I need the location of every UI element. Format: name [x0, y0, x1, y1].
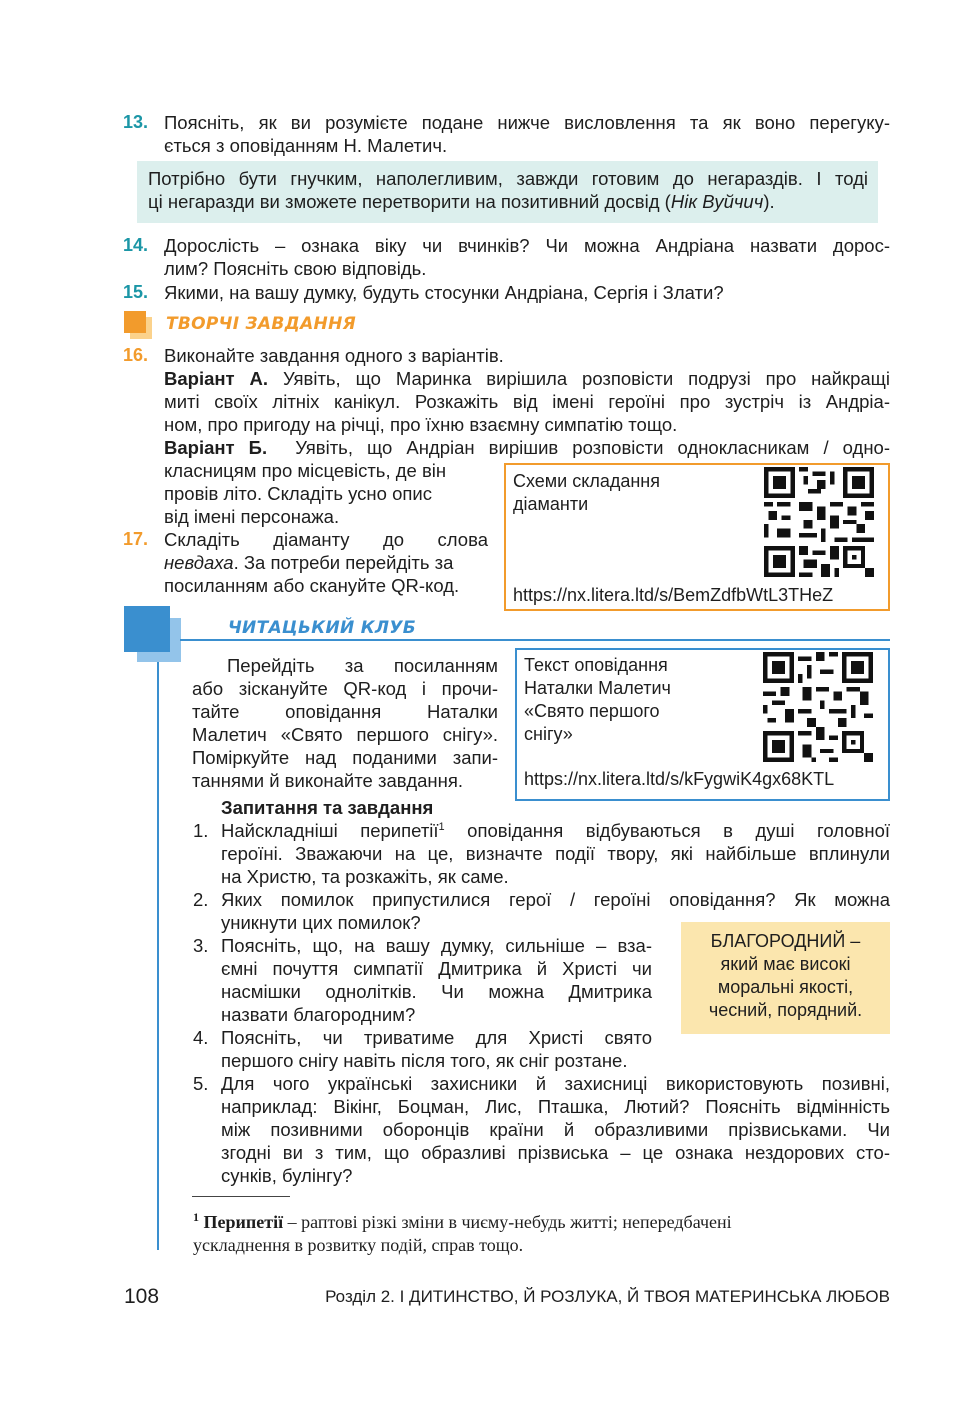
- text-line: Дорослість – ознака віку чи вчинків? Чи можна Андріана назвати дорос-: [164, 235, 890, 256]
- text-line: Поясніть, як ви розумієте подане нижче висловлення та як воно перегуку-: [164, 112, 890, 133]
- text-line: Перейдіть за посиланням: [227, 655, 498, 676]
- variant-a-label: Варіант А.: [164, 368, 269, 389]
- footnote-line: ускладнення в розвитку подій, справ тощо.: [193, 1235, 524, 1255]
- question-17-number: 17.: [123, 529, 149, 549]
- text-line: назвати благородним?: [221, 1004, 416, 1025]
- text-line: посиланням або скануйте QR-код.: [164, 575, 460, 596]
- qr-label-line: Наталки Малетич: [524, 678, 671, 698]
- footnote-text: – раптові різкі зміни в чиєму-небудь житті; непередбачені: [283, 1212, 732, 1232]
- definition-line: БЛАГОРОДНИЙ –: [710, 931, 861, 951]
- question-item-number: 5.: [193, 1073, 209, 1094]
- question-13-number: 13.: [123, 112, 149, 132]
- question-item-number: 3.: [193, 935, 209, 956]
- text-line: ном, про пригоду на річці, про їхню взаємну симпатію тощо.: [164, 414, 678, 435]
- variant-b-label: Варіант Б.: [164, 437, 268, 458]
- page-number: 108: [124, 1285, 160, 1308]
- text-line: згодні ви з тим, що образливі прізвиська – це ознака нездорових сто-: [221, 1142, 890, 1163]
- quote-author: Нік Вуйчич: [670, 191, 764, 212]
- target-word: невдаха: [164, 552, 234, 573]
- questions-title: Запитання та завдання: [221, 797, 434, 818]
- text-line: тайте оповідання Наталки: [192, 701, 498, 722]
- text-line: Виконайте завдання одного з варіантів.: [164, 345, 504, 366]
- club-intro-paragraph: [192, 654, 498, 792]
- text-line: між позивними оборонців країни й образливими прізвиськами. Чи: [221, 1119, 890, 1140]
- text-line: миті своїх літніх канікул. Розкажіть від імені героїні про зустріч із Андріа-: [164, 391, 890, 412]
- text-line: Малетич «Свято першого снігу».: [192, 724, 498, 745]
- quote-text: ).: [763, 191, 775, 212]
- footnote-rule: [192, 1196, 290, 1197]
- text-span: Уявіть, що Маринка вирішила розповісти подрузі про найкращі: [282, 368, 890, 389]
- qr-label: [513, 470, 660, 516]
- question-16-number: 16.: [123, 345, 149, 365]
- question-13-text: [164, 111, 890, 157]
- question-14-text: [164, 234, 890, 280]
- question-item: [221, 1072, 890, 1187]
- qr-label-line: «Свято першого: [524, 701, 660, 721]
- text-line: провів літо. Складіть усно опис: [164, 483, 432, 504]
- quote-box: [137, 161, 878, 223]
- text-line: [164, 551, 488, 574]
- text-line: [164, 436, 890, 459]
- definition-box: [681, 922, 890, 1034]
- text-line: першого снігу навіть після того, як сніг розтане.: [221, 1050, 628, 1071]
- footnote: [193, 1206, 890, 1257]
- quote-line: [148, 190, 868, 213]
- qr-label-line: снігу»: [524, 724, 573, 744]
- qr-code-icon[interactable]: [763, 652, 873, 762]
- qr-label-line: Схеми складання: [513, 471, 660, 491]
- text-line: Для чого українські захисники й захисниці використовують позивні,: [221, 1073, 890, 1094]
- footnote-ref[interactable]: 1: [438, 820, 445, 833]
- qr-label-line: діаманти: [513, 494, 589, 514]
- question-16-text: [164, 344, 890, 459]
- club-marker: [124, 606, 170, 652]
- club-section-title: ЧИТАЦЬКИЙ КЛУБ: [228, 618, 416, 638]
- creative-section-marker: [124, 311, 146, 333]
- text-line: Поясніть, що, на вашу думку, сильніше – вза-: [221, 935, 652, 956]
- question-17-text: [164, 528, 488, 597]
- question-item: [221, 819, 890, 888]
- text-line: таннями й виконайте завдання.: [192, 770, 464, 791]
- section-running-title: Розділ 2. І ДИТИНСТВО, Й РОЗЛУКА, Й ТВОЯ МАТЕРИНСЬКА ЛЮБОВ: [325, 1287, 890, 1306]
- text-span: Найскладніші перипетії: [221, 820, 439, 841]
- qr-url-link[interactable]: https://nx.litera.ltd/s/BemZdfbWtL3THeZ: [513, 585, 834, 605]
- club-header-rule: [180, 639, 890, 641]
- quote-line: Потрібно бути гнучким, наполегливим, завжди готовим до негараздів. І тоді: [148, 168, 868, 189]
- footnote-term: Перипетії: [203, 1212, 284, 1232]
- definition-line: який має високі: [720, 954, 851, 974]
- question-16-continued: [164, 459, 488, 528]
- text-span: Уявіть, що Андріан вирішив розповісти однокласникам / одно-: [295, 437, 890, 458]
- qr-url-link[interactable]: https://nx.litera.ltd/s/kFygwiK4gx68KTL: [524, 769, 835, 789]
- footnote-line: [193, 1206, 890, 1234]
- text-line: наприклад: Вікінг, Боцман, Лис, Пташка, Лютий? Поясніть відмінність: [221, 1096, 890, 1117]
- club-left-rule: [157, 662, 159, 1250]
- question-15-number: 15.: [123, 282, 149, 302]
- qr-box-diamanta[interactable]: [504, 463, 890, 611]
- question-item-number: 2.: [193, 889, 209, 910]
- text-line: лим? Поясніть свою відповідь.: [164, 258, 427, 279]
- quote-text: ці негаразди ви зможете перетворити на позитивний досвід (: [148, 191, 671, 212]
- qr-code-icon[interactable]: [764, 467, 874, 577]
- text-line: героїні. Зважаючи на це, визначте події твору, які найбільше вплинули: [221, 843, 890, 864]
- definition-line: чесний, порядний.: [708, 1000, 863, 1020]
- text-line: ємні почуття симпатії Дмитрика й Христі чи: [221, 958, 652, 979]
- qr-label-line: Текст оповідання: [524, 655, 668, 675]
- text-line: насмішки однолітків. Чи можна Дмитрика: [221, 981, 652, 1002]
- text-span: . За потреби перейдіть за: [233, 552, 454, 573]
- text-line: Поміркуйте над поданими запи-: [192, 747, 498, 768]
- text-line: [221, 819, 890, 842]
- question-item: [221, 934, 652, 1026]
- footnote-number: 1: [193, 1210, 199, 1224]
- qr-label: [524, 654, 671, 746]
- text-line: ється з оповіданням Н. Малетич.: [164, 135, 448, 156]
- text-line: уникнути цих помилок?: [221, 912, 421, 933]
- question-item-number: 4.: [193, 1027, 209, 1048]
- text-line: на Христю, та розкажіть, як саме.: [221, 866, 509, 887]
- qr-box-story-text[interactable]: [515, 648, 890, 801]
- creative-section-title: ТВОРЧІ ЗАВДАННЯ: [166, 314, 356, 334]
- text-line: Яких помилок припустилися герої / героїні оповідання? Як можна: [221, 889, 890, 910]
- text-line: або зіскануйте QR-код і прочи-: [192, 678, 498, 699]
- question-item-number: 1.: [193, 820, 209, 841]
- text-line: від імені персонажа.: [164, 506, 340, 527]
- question-item: [221, 1026, 681, 1072]
- text-line: Поясніть, чи триватиме для Христі свято: [221, 1027, 652, 1048]
- text-span: оповідання відбуваються в душі головної: [444, 820, 890, 841]
- text-line: [164, 367, 890, 390]
- text-line: сунків, булінгу?: [221, 1165, 353, 1186]
- question-14-number: 14.: [123, 235, 149, 255]
- text-line: Складіть діаманту до слова: [164, 529, 488, 550]
- text-line: класницям про місцевість, де він: [164, 460, 447, 481]
- definition-line: моральні якості,: [717, 977, 854, 997]
- question-15-text: Якими, на вашу думку, будуть стосунки Андріана, Сергія і Злати?: [164, 282, 724, 303]
